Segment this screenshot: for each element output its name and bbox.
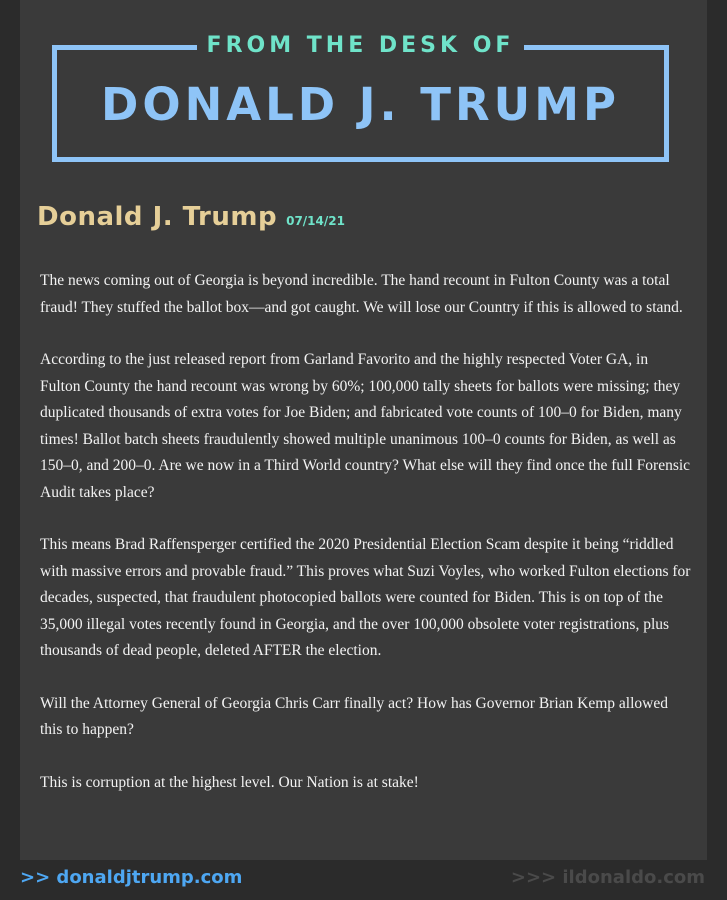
paragraph: This is corruption at the highest level. Our Nation is at stake! [40,773,419,791]
byline [37,202,345,232]
paragraph: The news coming out of Georgia is beyond incredible. The hand recount in Fulton County was a total fraud! They stuffed the ballot box—and got caught. We will lose our Country if this is allowed to stand. [40,272,683,316]
paragraph: This means Brad Raffensperger certified the 2020 Presidential Election Scam despite it being “riddled with massive errors and provable fraud.” This proves what Suzi Voyles, who worked Fulton elections for decades, suspected, that fraudulent photocopied ballots were counted for Biden. This is on top of the 35,000 illegal votes recently found in Georgia, and the over 100,000 obsolete voter registrations, plus thousands of dead people, deleted AFTER the election. [40,536,691,659]
watermark-text: >>> ildonaldo.com [510,867,705,888]
paragraph: According to the just released report from Garland Favorito and the highly respected Voter GA, in Fulton County the hand recount was wrong by 60%; 100,000 tally sheets for ballots were missing; they duplicated thousands of extra votes for Joe Biden; and fabricated vote counts of 100–0 for Biden, many times! Ballot batch sheets fraudulently showed multiple unanimous 100–0 counts for Biden, as well as 150–0, and 200–0. Are we now in a Third World country? What else will they find once the full Forensic Audit takes place? [40,351,691,501]
letter-panel [20,0,707,860]
website-link[interactable]: >> donaldjtrump.com [20,867,243,888]
author-name: Donald J. Trump [37,202,278,232]
masthead-frame [52,33,669,162]
masthead-subtitle: FROM THE DESK OF [206,33,515,58]
paragraph: Will the Attorney General of Georgia Chris Carr finally act? How has Governor Brian Kemp allowed this to happen? [40,694,668,738]
post-date: 07/14/21 [286,214,345,228]
masthead-title: DONALD J. TRUMP [101,78,620,131]
letter-body [40,268,692,822]
